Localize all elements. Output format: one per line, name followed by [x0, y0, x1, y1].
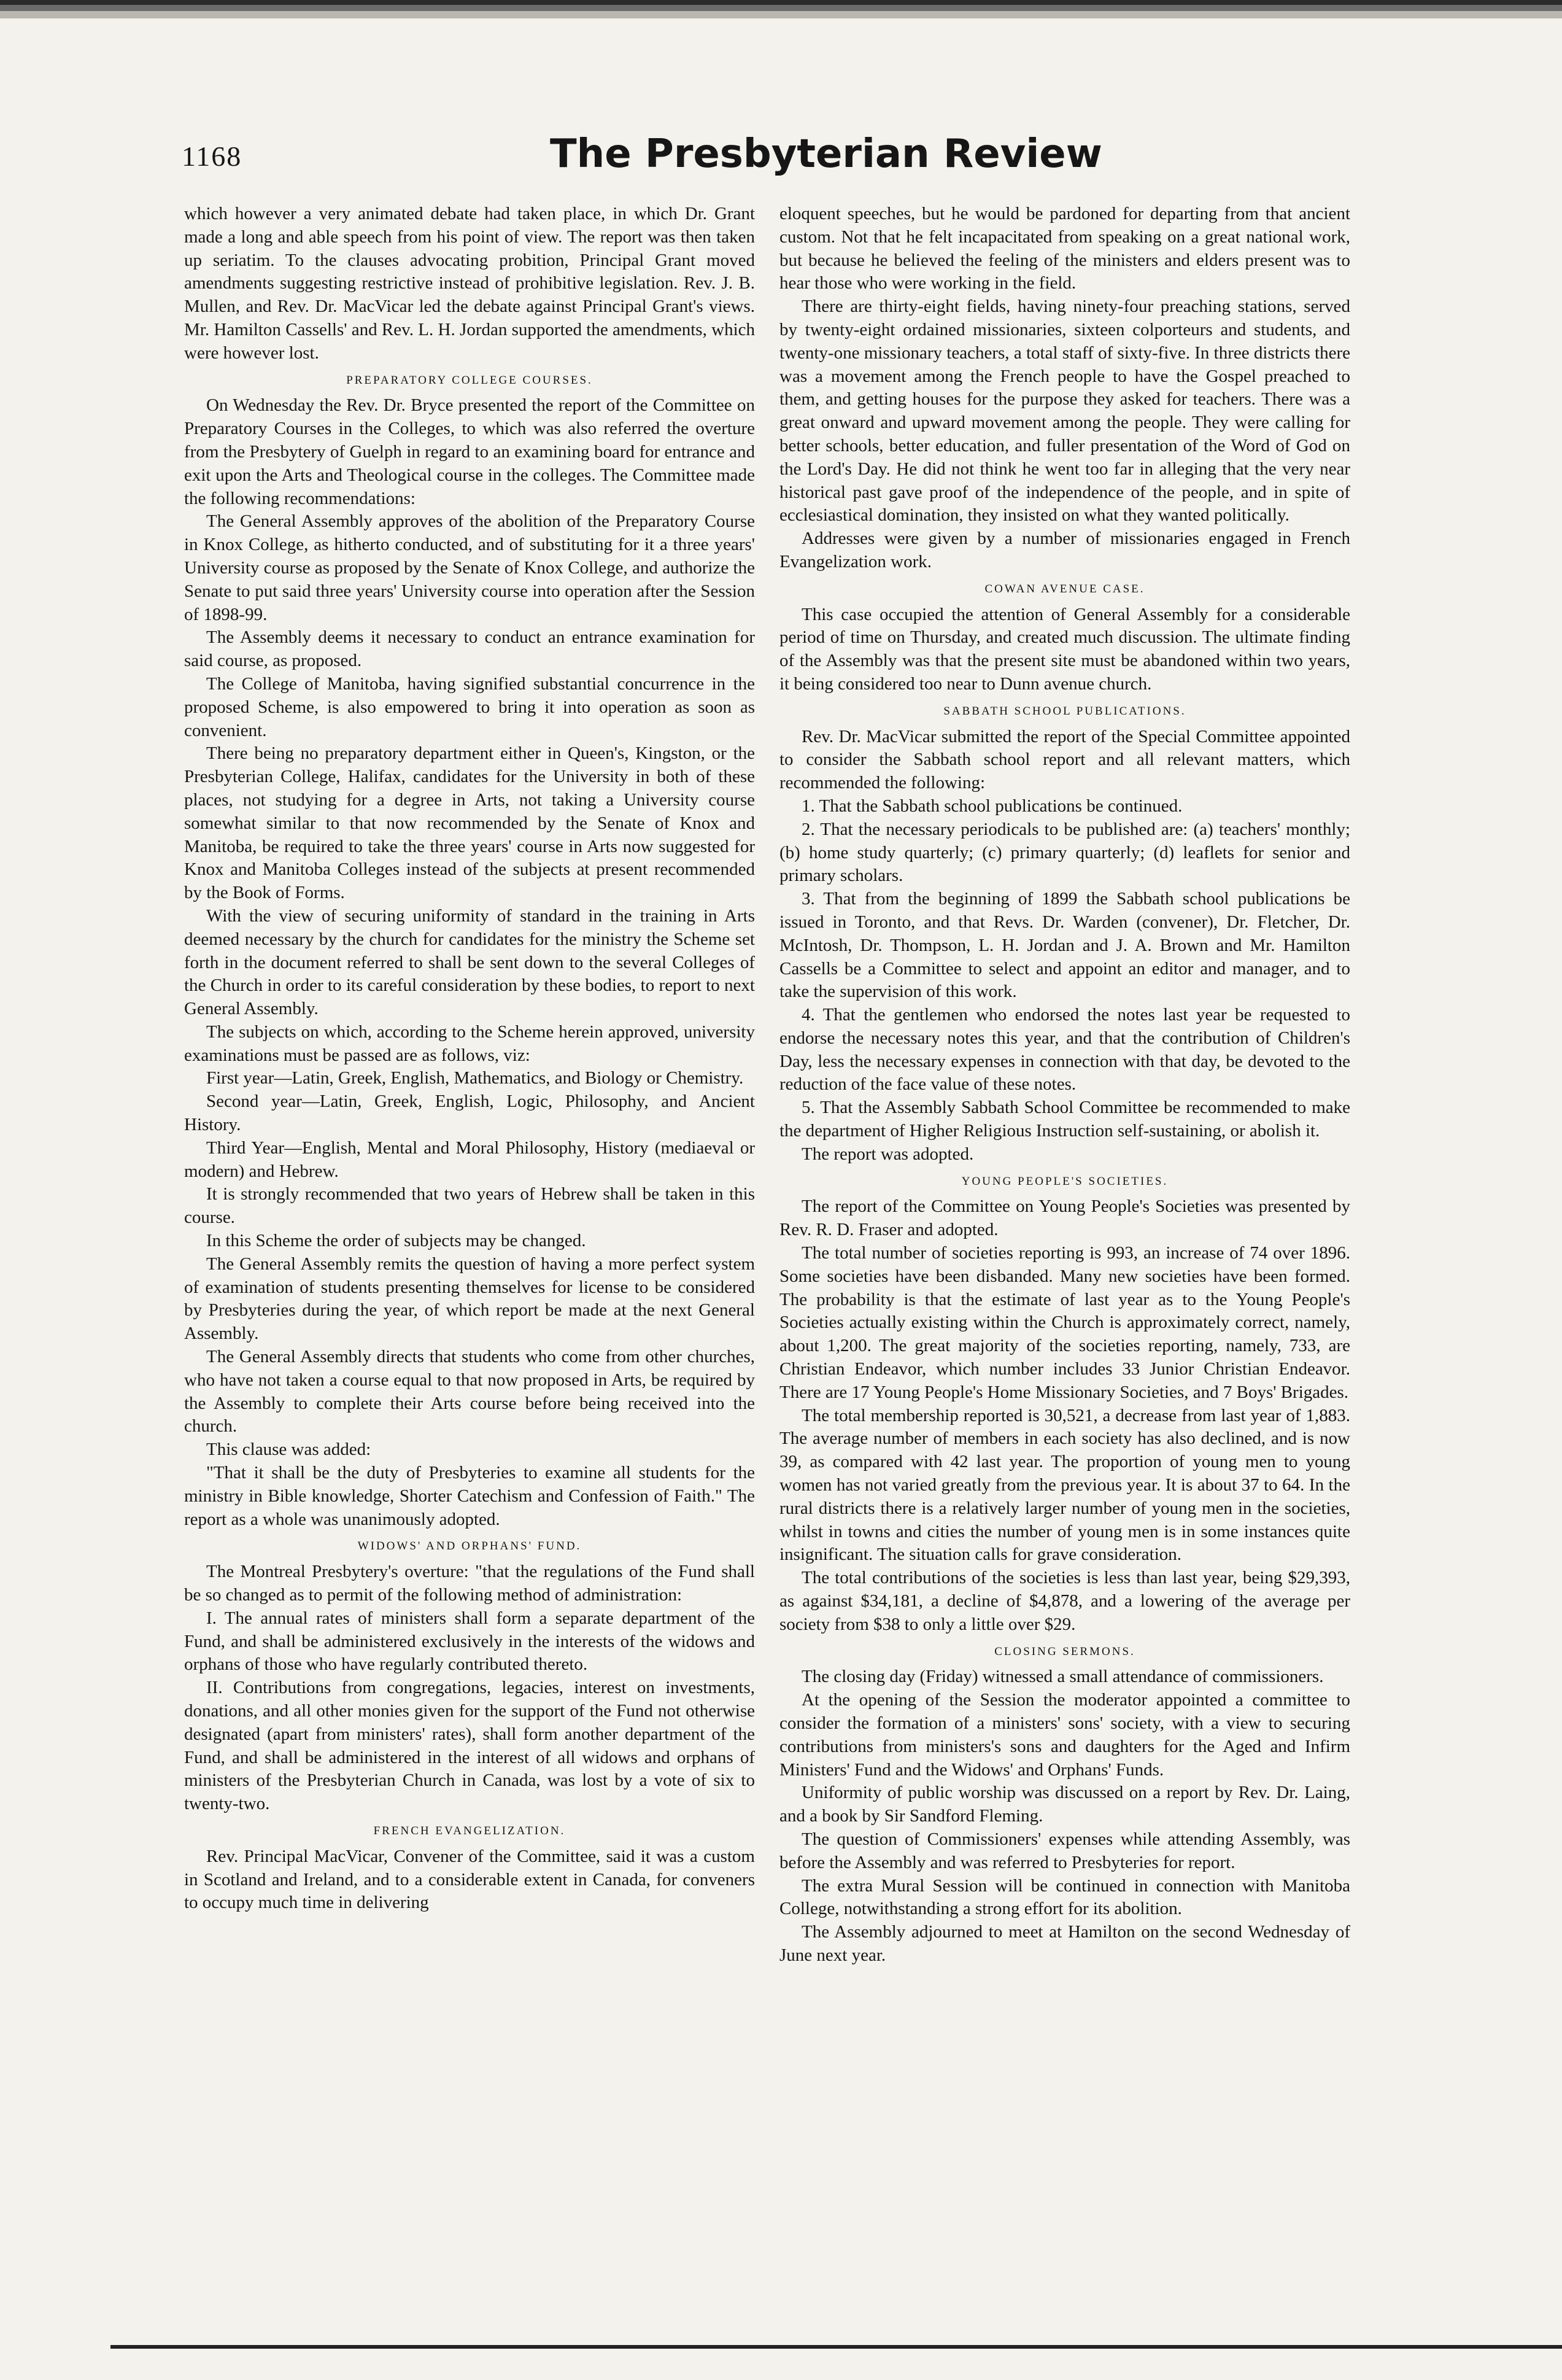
- section-heading: FRENCH EVANGELIZATION.: [373, 1824, 566, 1837]
- section-heading: YOUNG PEOPLE'S SOCIETIES.: [961, 1174, 1169, 1188]
- paragraph: 3. That from the beginning of 1899 the Sabbath school publications be issued in Toronto, and that Revs. Dr. Warden (convener), Dr. Fletcher, Dr. McIntosh, Dr. Thompson, L. H. Jordan and J. A. Brown and Mr. Hamilton Cassells be a Committee to select and appoint an editor and manager, and to take the supervision of this work.: [779, 889, 1350, 1002]
- section-heading: SABBATH SCHOOL PUBLICATIONS.: [943, 704, 1186, 718]
- page-header: [182, 131, 1385, 183]
- page-title: The Presbyterian Review: [550, 131, 1102, 177]
- paragraph: eloquent speeches, but he would be pardoned for departing from that ancient custom. Not that he felt incapacitated from speaking on a great national work, but because he believed the feeling of the ministers and elders present was to hear those who were working in the field.: [779, 204, 1350, 293]
- scan-edge-band: [0, 0, 1562, 27]
- paragraph: In this Scheme the order of subjects may be changed.: [206, 1231, 586, 1251]
- paragraph: The College of Manitoba, having signified substantial concurrence in the proposed Scheme, is also empowered to bring it into operation as soon as convenient.: [184, 673, 755, 740]
- paragraph: This case occupied the attention of General Assembly for a considerable period of time on Thursday, and created much discussion. The ultimate finding of the Assembly was that the present site must be abandoned within two years, it being considered too near to Dunn avenue church.: [779, 604, 1350, 694]
- paragraph: The total membership reported is 30,521, a decrease from last year of 1,883. The average number of members in each society has also declined, and is now 39, as compared with 42 last year. The proportion of young men to young women has not varied greatly from the previous year. It is about 37 to 64. In the rural districts there is a relatively larger number of young men in the societies, whilst in towns and cities the number of young men is in some instances quite insignificant. The situation calls for grave consideration.: [779, 1405, 1350, 1565]
- paragraph: Second year—Latin, Greek, English, Logic, Philosophy, and Ancient History.: [184, 1091, 755, 1135]
- paragraph: The Assembly deems it necessary to conduct an entrance examination for said course, as proposed.: [184, 627, 755, 671]
- section-heading: PREPARATORY COLLEGE COURSES.: [346, 373, 593, 387]
- paragraph: The Montreal Presbytery's overture: "that the regulations of the Fund shall be so changed as to permit of the following method of administration:: [184, 1562, 755, 1605]
- bottom-rule: [110, 2345, 1562, 2349]
- paragraph: On Wednesday the Rev. Dr. Bryce presented the report of the Committee on Preparatory Courses in the Colleges, to which was also referred the overture from the Presbytery of Guelph in regard to an examining board for entrance and exit upon the Arts and Theological course in the colleges. The Committee made the following recommendations:: [184, 395, 755, 508]
- paragraph: I. The annual rates of ministers shall form a separate department of the Fund, and shall be administered exclusively in the interests of the widows and orphans of those who have regularly contributed thereto.: [184, 1608, 755, 1675]
- paragraph: The total number of societies reporting is 993, an increase of 74 over 1896. Some societies have been disbanded. Many new societies have been formed. The probability is that the estimate of last year as to the Young People's Societies actually existing within the Church is approximately correct, namely, about 1,200. The great majority of the societies reporting, namely, 733, are Christian Endeavor, which number includes 33 Junior Christian Endeavor. There are 17 Young People's Home Missionary Societies, and 7 Boys' Brigades.: [779, 1243, 1350, 1402]
- section-heading: WIDOWS' AND ORPHANS' FUND.: [357, 1540, 582, 1553]
- paragraph: With the view of securing uniformity of standard in the training in Arts deemed necessary by the church for candidates for the ministry the Scheme set forth in the document referred to shall be sent down to the several Colleges of the Church in order to its careful consideration by these bodies, to report to next General Assembly.: [184, 905, 755, 1019]
- paragraph: The report of the Committee on Young People's Societies was presented by Rev. R. D. Fraser and adopted.: [779, 1196, 1350, 1240]
- paragraph: The subjects on which, according to the Scheme herein approved, university examinations must be passed are as follows, viz:: [184, 1021, 755, 1065]
- paragraph: At the opening of the Session the moderator appointed a committee to consider the formation of a ministers' sons' society, with a view to securing contributions from ministers's sons and daughters for the Aged and Infirm Ministers' Fund and the Widows' and Orphans' Funds.: [779, 1690, 1350, 1780]
- paragraph: The Assembly adjourned to meet at Hamilton on the second Wednesday of June next year.: [779, 1922, 1350, 1965]
- paragraph: Third Year—English, Mental and Moral Philosophy, History (mediaeval or modern) and Hebrew.: [184, 1138, 755, 1181]
- paragraph: The extra Mural Session will be continued in connection with Manitoba College, notwithstanding a strong effort for its abolition.: [779, 1875, 1350, 1919]
- right-column: [779, 203, 1350, 2327]
- paragraph: Uniformity of public worship was discussed on a report by Rev. Dr. Laing, and a book by Sir Sandford Fleming.: [779, 1783, 1350, 1826]
- paragraph: "That it shall be the duty of Presbyteries to examine all students for the ministry in Bible knowledge, Shorter Catechism and Confession of Faith." The report as a whole was unanimously adopted.: [184, 1463, 755, 1529]
- paragraph: This clause was added:: [206, 1440, 371, 1460]
- paragraph: The total contributions of the societies is less than last year, being $29,393, as against $34,181, a decline of $4,878, and a lowering of the average per society from $38 to only a little over $29.: [779, 1568, 1350, 1634]
- paragraph: The report was adopted.: [802, 1144, 974, 1164]
- paragraph: 4. That the gentlemen who endorsed the notes last year be requested to endorse the necessary notes this year, and that the contribution of Children's Day, less the necessary expenses in connection with that day, be devoted to the reduction of the face value of these notes.: [779, 1005, 1350, 1095]
- paragraph: The General Assembly approves of the abolition of the Preparatory Course in Knox College, as hitherto conducted, and of substituting for it a three years' University course as proposed by the Senate of Knox College, and authorize the Senate to put said three years' University course into operation after the Session of 1898-99.: [184, 511, 755, 624]
- paragraph: 2. That the necessary periodicals to be published are: (a) teachers' monthly; (b) home study quarterly; (c) primary quarterly; (d) leaflets for senior and primary scholars.: [779, 819, 1350, 886]
- paragraph: Rev. Principal MacVicar, Convener of the Committee, said it was a custom in Scotland and Ireland, and to a considerable extent in Canada, for conveners to occupy much time in delivering: [184, 1846, 755, 1913]
- paragraph: There are thirty-eight fields, having ninety-four preaching stations, served by twenty-eight ordained missionaries, sixteen colporteurs and students, and twenty-one missionary teachers, a total staff of sixty-five. In three districts there was a movement among the French people to have the Gospel preached to them, and getting houses for the purpose they asked for teachers. There was a great onward and upward movement among the people. They were calling for better schools, better education, and fuller presentation of the Word of God on the Lord's Day. He did not think he went too far in alleging that the very near historical past gave proof of the independence of the people, and in spite of ecclesiastical domination, they insisted on what they wanted politically.: [779, 297, 1350, 525]
- paragraph: First year—Latin, Greek, English, Mathematics, and Biology or Chemistry.: [206, 1068, 744, 1088]
- paragraph: There being no preparatory department either in Queen's, Kingston, or the Presbyterian College, Halifax, candidates for the University in both of these places, not studying for a degree in Arts, not taking a University course somewhat similar to that now recommended by the Senate of Knox and Manitoba, be required to take the three years' course in Arts now suggested for Knox and Manitoba Colleges instead of the subjects at present recommended by the Book of Forms.: [184, 743, 755, 903]
- paragraph: The General Assembly remits the question of having a more perfect system of examination of students presenting themselves for license to be considered by Presbyteries during the year, of which report be made at the next General Assembly.: [184, 1254, 755, 1344]
- paragraph: It is strongly recommended that two years of Hebrew shall be taken in this course.: [184, 1184, 755, 1228]
- page-number: 1168: [182, 141, 242, 172]
- paragraph: The closing day (Friday) witnessed a small attendance of commissioners.: [802, 1667, 1324, 1687]
- paragraph: Rev. Dr. MacVicar submitted the report of the Special Committee appointed to consider the Sabbath school report and all relevant matters, which recommended the following:: [779, 726, 1350, 793]
- paragraph: The question of Commissioners' expenses while attending Assembly, was before the Assembly and was referred to Presbyteries for report.: [779, 1829, 1350, 1872]
- section-heading: COWAN AVENUE CASE.: [984, 582, 1145, 595]
- paragraph: Addresses were given by a number of missionaries engaged in French Evangelization work.: [779, 529, 1350, 572]
- paragraph: The General Assembly directs that students who come from other churches, who have not taken a course equal to that now proposed in Arts, be required by the Assembly to complete their Arts course before being received into the church.: [184, 1347, 755, 1436]
- paragraph: which however a very animated debate had taken place, in which Dr. Grant made a long and able speech from his point of view. The report was then taken up seriatim. To the clauses advocating probition, Principal Grant moved amendments suggesting restrictive instead of prohibitive legislation. Rev. J. B. Mullen, and Rev. Dr. MacVicar led the debate against Principal Grant's views. Mr. Hamilton Cassells' and Rev. L. H. Jordan supported the amendments, which were however lost.: [184, 204, 755, 363]
- paragraph: 1. That the Sabbath school publications be continued.: [802, 796, 1183, 816]
- left-column: [184, 203, 755, 2327]
- section-heading: CLOSING SERMONS.: [994, 1645, 1135, 1658]
- paragraph: II. Contributions from congregations, legacies, interest on investments, donations, and all other monies given for the support of the Fund not otherwise designated (apart from ministers' rates), shall form another department of the Fund, and shall be administered in the interest of all widows and orphans of ministers of the Presbyterian Church in Canada, was lost by a vote of six to twenty-two.: [184, 1678, 755, 1814]
- paragraph: 5. That the Assembly Sabbath School Committee be recommended to make the department of Higher Religious Instruction self-sustaining, or abolish it.: [779, 1098, 1350, 1141]
